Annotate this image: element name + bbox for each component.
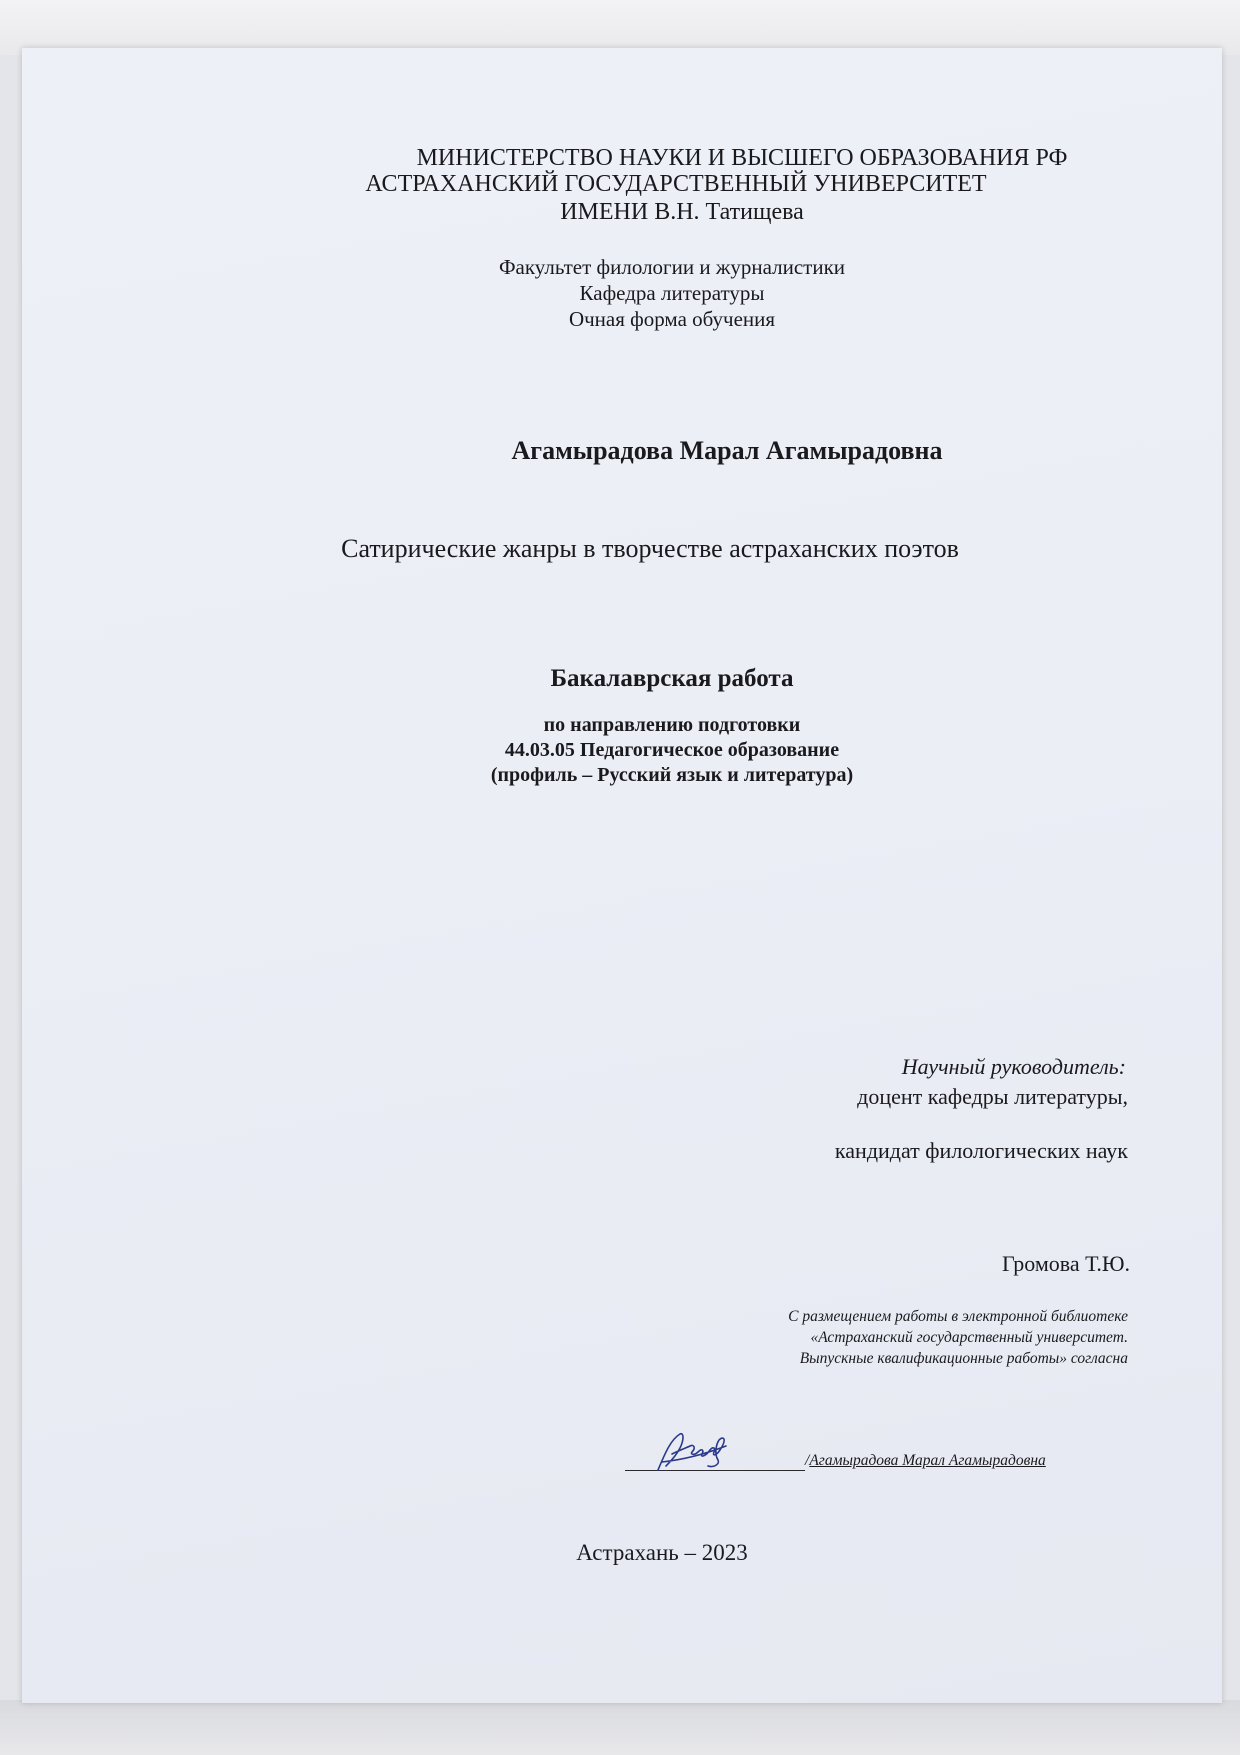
consent-signer-name: Агамырадова Марал Агамырадовна	[809, 1452, 1046, 1469]
department-line: Кафедра литературы	[579, 281, 765, 305]
supervisor-degree: кандидат филологических наук	[834, 1138, 1128, 1163]
named-after-line: ИМЕНИ В.Н. Татищева	[560, 199, 804, 225]
profile-line: (профиль – Русский язык и литература)	[490, 764, 854, 786]
background-top	[0, 0, 1240, 55]
title-page-sheet	[22, 48, 1222, 1703]
consent-signer	[805, 1451, 1135, 1470]
slash-separator: /	[805, 1452, 810, 1469]
university-line: АСТРАХАНСКИЙ ГОСУДАРСТВЕННЫЙ УНИВЕРСИТЕТ	[365, 171, 987, 197]
background-bottom	[0, 1700, 1240, 1755]
study-form-line: Очная форма обучения	[568, 307, 776, 331]
author-name: Агамырадова Марал Агамырадовна	[511, 436, 943, 465]
handwritten-signature	[650, 1426, 732, 1476]
city-year: Астрахань – 2023	[576, 1540, 748, 1565]
consent-line-3: Выпускные квалификационные работы» согласна	[799, 1350, 1128, 1367]
direction-line: 44.03.05 Педагогическое образование	[504, 739, 840, 761]
supervisor-name: Громова Т.Ю.	[1001, 1251, 1130, 1276]
consent-line-1: С размещением работы в электронной библиотеке	[788, 1308, 1128, 1325]
supervisor-position: доцент кафедры литературы,	[857, 1084, 1128, 1109]
direction-intro: по направлению подготовки	[543, 714, 801, 736]
work-type: Бакалаврская работа	[550, 665, 794, 692]
faculty-line: Факультет филологии и журналистики	[498, 255, 846, 279]
thesis-title: Сатирические жанры в творчестве астраханских поэтов	[341, 534, 959, 563]
supervisor-label: Научный руководитель:	[901, 1054, 1126, 1079]
ministry-line: МИНИСТЕРСТВО НАУКИ И ВЫСШЕГО ОБРАЗОВАНИЯ РФ	[416, 145, 1068, 171]
consent-line-2: «Астраханский государственный университет.	[810, 1329, 1128, 1346]
